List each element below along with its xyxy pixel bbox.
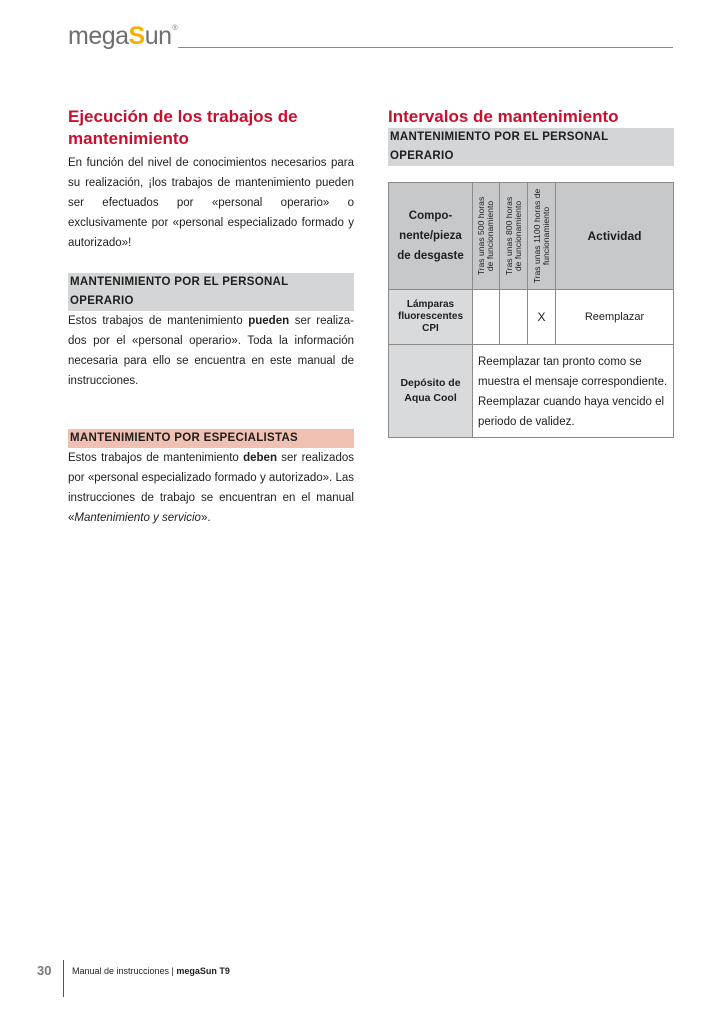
- row-lamps-1100-mark: X: [528, 290, 556, 345]
- aqua-cool-activity-line2: Reemplazar cuando haya vencido el periodo de validez.: [478, 396, 665, 428]
- maintenance-interval-table: [388, 182, 674, 438]
- intervals-band-heading: MANTENIMIENTO POR EL PERSONAL OPERARIO: [388, 128, 674, 166]
- header-rule: [178, 47, 673, 48]
- specialist-maintenance-heading: MANTENIMIENTO POR ESPECIALISTAS: [68, 429, 354, 448]
- specialist-maintenance-paragraph: Estos trabajos de mantenimiento deben ser realizados por «personal especializado formado y autorizado». Las instrucciones de trabajo se encuentran en el manual «Mantenimiento y servicio».: [68, 452, 354, 524]
- table-row: [389, 290, 674, 345]
- row-aqua-cool-activity: [473, 345, 674, 438]
- row-lamps-500: [473, 290, 500, 345]
- intro-paragraph: En función del nivel de conocimientos necesarios para su realización, ¡los trabajos de mantenimiento pueden ser efectuados por «personal operario» o exclusivamente por «personal especializado formado y autorizado»!: [68, 157, 354, 249]
- row-lamps-activity: Reemplazar: [556, 290, 674, 345]
- right-column: [388, 106, 674, 438]
- left-column: [68, 106, 354, 528]
- row-lamps-component: Lámparas fluorescentes CPI: [389, 290, 473, 345]
- row-aqua-cool-component: Depósito de Aqua Cool: [389, 345, 473, 438]
- footer-label: Manual de instrucciones | megaSun T9: [72, 966, 230, 976]
- operator-maintenance-heading: MANTENIMIENTO POR EL PERSONAL OPERARIO: [68, 273, 354, 311]
- megasun-logo: megaSun®: [68, 22, 178, 50]
- section-title-intervals: Intervalos de mantenimiento: [388, 107, 619, 126]
- footer-divider: [63, 960, 64, 997]
- header-1100-hours: Tras unas 1100 horas de funcionamiento: [528, 183, 556, 290]
- header-activity: Actividad: [556, 183, 674, 290]
- header-500-hours: Tras unas 500 horas de funcionamiento: [473, 183, 500, 290]
- row-lamps-800: [500, 290, 528, 345]
- section-title-maintenance-work: Ejecución de los trabajos de mantenimiento: [68, 107, 298, 148]
- page-number: 30: [37, 963, 52, 978]
- header-component: Componente/pieza de desgaste: [389, 183, 473, 290]
- aqua-cool-activity-line1: Reemplazar tan pronto como se muestra el mensaje correspondiente.: [478, 356, 668, 388]
- table-row: [389, 345, 674, 438]
- operator-maintenance-paragraph: Estos trabajos de mantenimiento pueden ser realizados por el «personal operario». Toda la información necesaria para ello se encuentra en este manual de instrucciones.: [68, 315, 354, 387]
- table-header-row: [389, 183, 674, 290]
- header-800-hours: Tras unas 800 horas de funcionamiento: [500, 183, 528, 290]
